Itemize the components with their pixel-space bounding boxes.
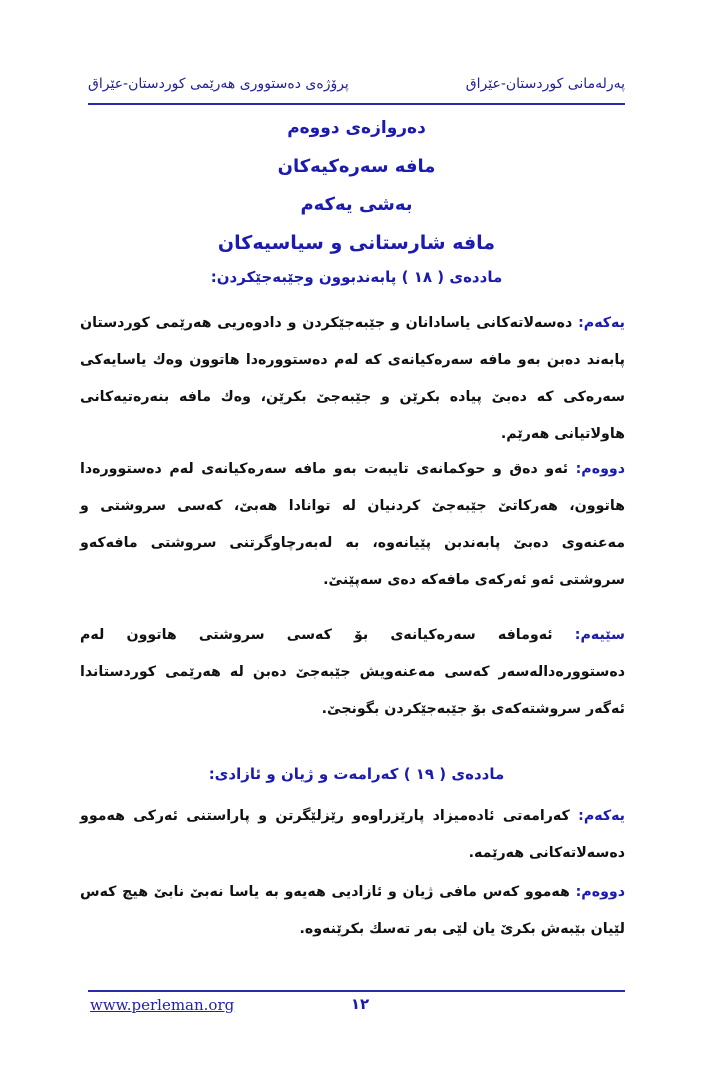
item-text: ئەومافە سەرەکیانەی بۆ کەسی سروشتی هاتوون لەم دەستوورەدالەسەر کەسی مەعنەویش جێبەجێ دەبن لە هەرێمی کوردستاندا ئەگەر سروشتەکەی بۆ جێبەجێکردن بگونجێ.: [80, 627, 625, 717]
item-text: دەسەلاتەکانی یاسادانان و جێبەجێکردن و دادوەریی هەرێمی کوردستان پابەند دەبن بەو مافە سەرەکیانەی کە لەم دەستوورەدا هاتوون وەك یاسایەکی سەرەکی کە دەبێ پیادە بکرێن و جێبەجێ بکرێن، وەك مافە بنەرەتیەکانی هاولاتیانی هەرێم.: [80, 315, 625, 442]
article-18-item-2: [80, 451, 625, 599]
article-18-item-3: [80, 617, 625, 728]
part-title: بەشی یەکەم: [300, 194, 413, 215]
header-constitution-draft: پرۆژەی دەستووری هەرێمی کوردستان-عێراق: [88, 76, 349, 92]
item-label: یەکەم:: [578, 808, 625, 824]
article-18-heading: ماددەی ( ١٨ ) پابەندبوون وجێبەجێکردن:: [210, 268, 503, 286]
header-parliament-name: پەرلەمانی کوردستان-عێراق: [465, 76, 625, 92]
civil-political-title: مافە شارستانی و سیاسیەکان: [217, 232, 496, 254]
rights-title: مافە سەرەکیەکان: [277, 156, 436, 177]
footer-website-link[interactable]: www.perleman.org: [90, 996, 235, 1014]
article-18-item-1: [80, 305, 625, 453]
footer-divider: [88, 990, 625, 992]
article-19-item-2: [80, 874, 625, 948]
article-19-heading: ماددەی ( ١٩ ) کەرامەت و ژیان و ئازادی:: [208, 765, 505, 783]
header-divider: [88, 103, 625, 105]
item-label: دووەم:: [575, 884, 625, 900]
item-text: کەرامەتی ئادەمیزاد پارێزراوەو رێزلێگرتن و پاراستنی ئەرکی هەموو دەسەلاتەکانی هەرێمە.: [80, 808, 625, 861]
chapter-title: دەروازەی دووەم: [287, 118, 426, 138]
item-label: یەکەم:: [578, 315, 625, 331]
item-label: دووەم:: [575, 461, 625, 477]
page-number: ١٢: [350, 995, 370, 1013]
item-label: سێیەم:: [574, 627, 625, 643]
article-19-item-1: [80, 798, 625, 872]
running-header: [88, 76, 625, 100]
item-text: ئەو دەق و حوکمانەی تایبەت بەو مافە سەرەکیانەی لەم دەستوورەدا هاتوون، هەرکاتێ جێبەجێ کردنیان لە توانادا هەبێ، کەسی سروشتی و مەعنەوی دەبێ پابەندبن پێیانەوە، بە لەبەرچاوگرتنی سروشتی مافەکەو سروشتی ئەو ئەرکەی مافەکە دەی سەپێنێ.: [80, 461, 625, 588]
item-text: هەموو کەس مافی ژیان و ئازادیی هەیەو بە یاسا نەبێ نابێ هیچ کەس لێیان بێبەش بکرێ یان لێی بەر تەسك بکرێنەوە.: [80, 884, 625, 937]
